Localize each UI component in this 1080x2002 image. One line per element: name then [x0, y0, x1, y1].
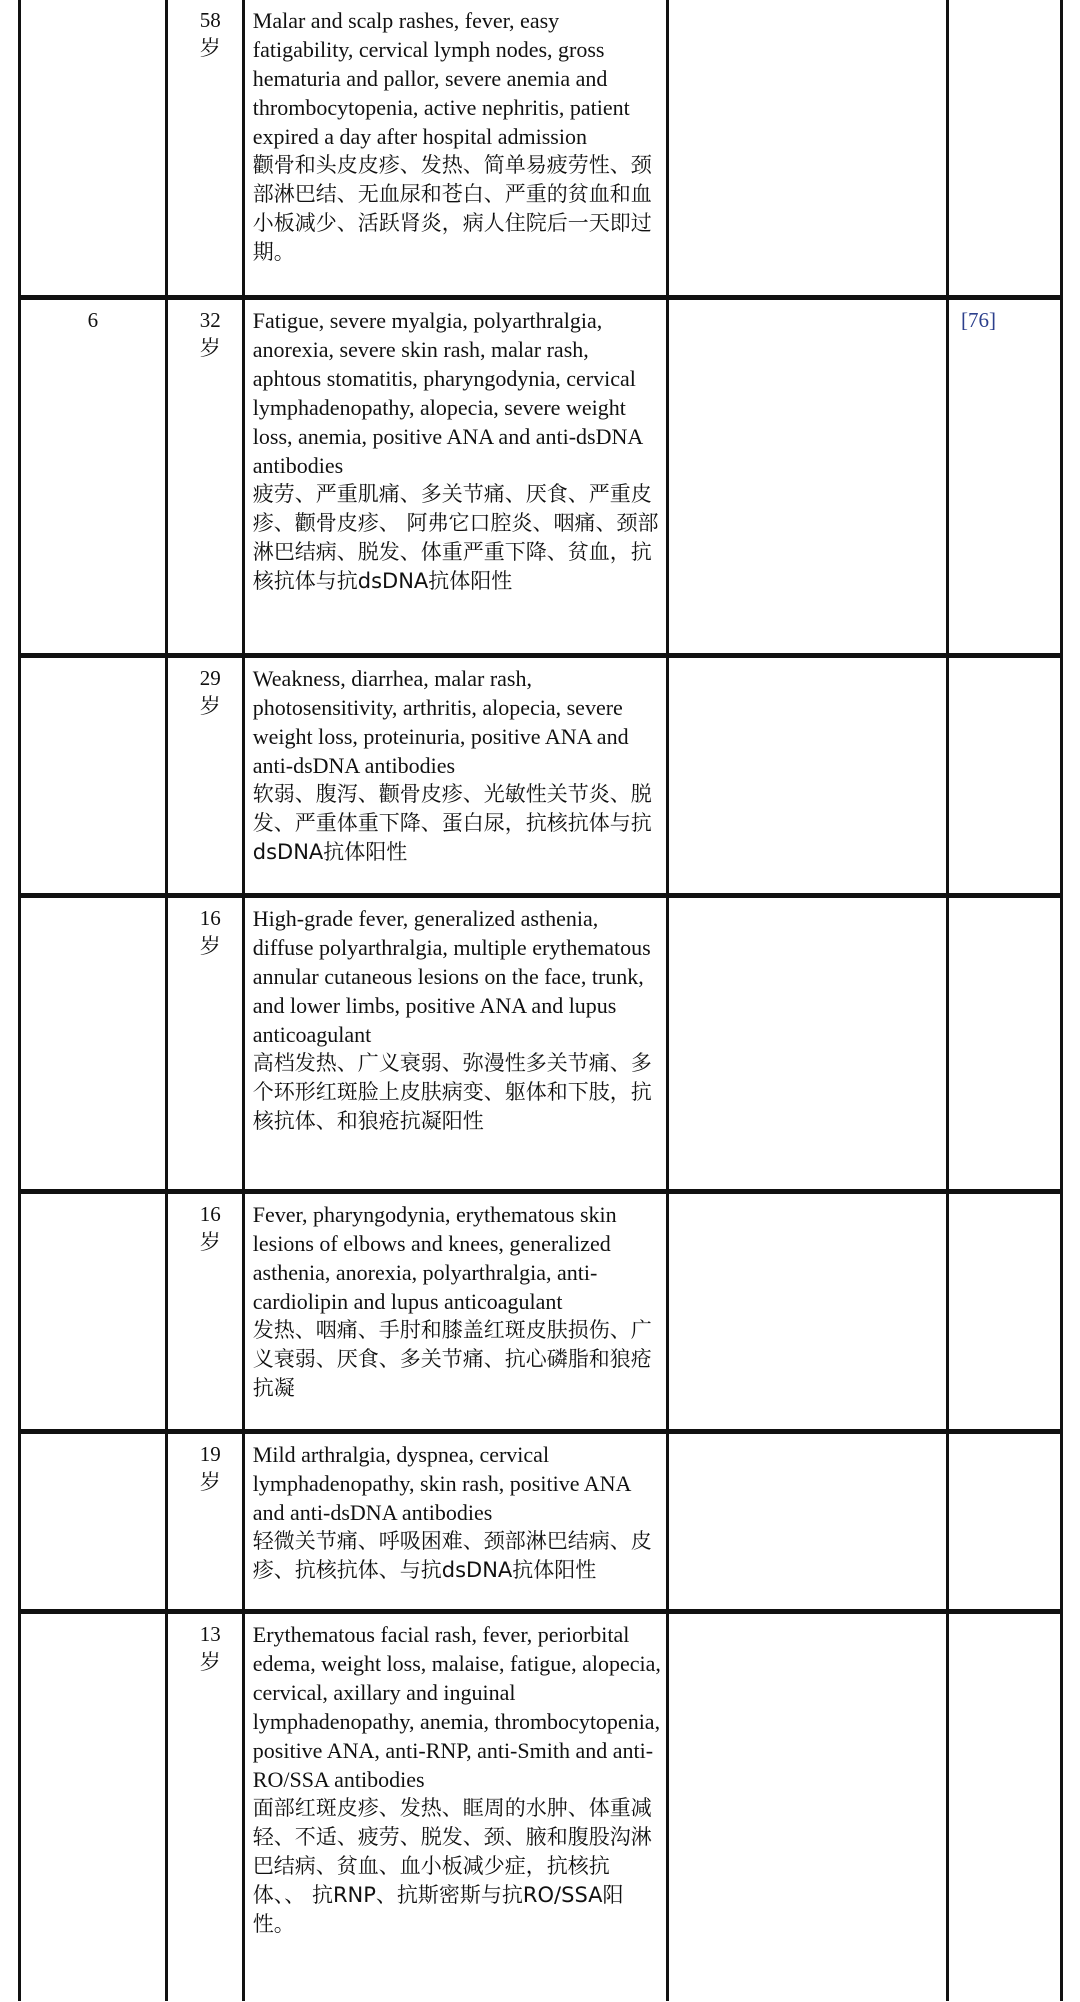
age-cell — [166, 1191, 243, 1431]
blank-cell — [667, 0, 947, 297]
reference-link[interactable] — [949, 658, 1060, 664]
reference-link[interactable]: [76] — [961, 307, 997, 332]
reference-link[interactable] — [949, 898, 1060, 904]
symptoms-english: Malar and scalp rashes, fever, easy fatigability, cervical lymph nodes, gross hematuria and pallor, severe anemia and thrombocytopenia, active nephritis, patient expired a day after hospital admission — [252, 8, 630, 149]
age-cell — [166, 655, 243, 895]
symptoms-cell — [243, 1611, 667, 2001]
table-row — [20, 895, 1062, 1191]
table-row — [20, 1611, 1062, 2001]
case-id-cell — [20, 1431, 167, 1611]
age-unit: 岁 — [199, 1469, 221, 1494]
symptoms-chinese: 颧骨和头皮皮疹、发热、简单易疲劳性、颈部淋巴结、无血尿和苍白、严重的贫血和血小板减少、活跃肾炎，病人住院后一天即过期。 — [252, 153, 652, 264]
case-id — [21, 0, 165, 6]
case-id-cell — [20, 1191, 167, 1431]
case-id: 6 — [87, 307, 99, 332]
symptoms-cell — [243, 655, 667, 895]
age-value: 32 — [199, 307, 221, 332]
symptoms-english: Weakness, diarrhea, malar rash, photosensitivity, arthritis, alopecia, severe weight loss, proteinuria, positive ANA and anti-dsDNA antibodies — [252, 665, 629, 778]
age-unit: 岁 — [199, 1229, 221, 1254]
blank-cell — [667, 1191, 947, 1431]
symptoms-chinese: 高档发热、广义衰弱、弥漫性多关节痛、多个环形红斑脸上皮肤病变、躯体和下肢，抗核抗体、和狼疮抗凝阳性 — [252, 1050, 652, 1133]
case-table — [18, 0, 1063, 2001]
case-id — [21, 658, 165, 664]
symptoms-english: Erythematous facial rash, fever, periorbital edema, weight loss, malaise, fatigue, alopecia, cervical, axillary and inguinal lymphadenopathy, anemia, thrombocytopenia, positive ANA, anti-RNP, anti-Smith and anti-RO/SSA antibodies — [252, 1621, 661, 1792]
age-unit: 岁 — [199, 36, 221, 60]
symptoms-english: Fatigue, severe myalgia, polyarthralgia, anorexia, severe skin rash, malar rash, aphtous stomatitis, pharyngodynia, cervical lymphadenopathy, alopecia, severe weight loss, anemia, positive ANA and anti-dsDNA antibodies — [252, 307, 643, 478]
table-row — [20, 655, 1062, 895]
reference-cell — [948, 0, 1062, 297]
age-cell — [166, 297, 243, 655]
symptoms-chinese: 发热、咽痛、手肘和膝盖红斑皮肤损伤、广义衰弱、厌食、多关节痛、抗心磷脂和狼疮抗凝 — [252, 1317, 652, 1400]
symptoms-chinese: 轻微关节痛、呼吸困难、颈部淋巴结病、皮疹、抗核抗体、与抗dsDNA抗体阳性 — [252, 1528, 652, 1582]
age-cell — [166, 1611, 243, 2001]
symptoms-cell — [243, 0, 667, 297]
reference-cell — [948, 297, 1062, 655]
age-value: 13 — [199, 1621, 221, 1646]
reference-link[interactable] — [949, 1614, 1060, 1620]
age-value: 29 — [199, 665, 221, 690]
age-value: 58 — [199, 8, 221, 32]
case-id-cell — [20, 895, 167, 1191]
case-id-cell — [20, 297, 167, 655]
age-value: 16 — [199, 1201, 221, 1226]
reference-link[interactable] — [949, 1434, 1060, 1440]
case-id — [21, 898, 165, 904]
age-value: 16 — [199, 905, 221, 930]
age-unit: 岁 — [199, 933, 221, 958]
blank-cell — [667, 1431, 947, 1611]
age-unit: 岁 — [199, 693, 221, 718]
symptoms-cell — [243, 895, 667, 1191]
symptoms-chinese: 面部红斑皮疹、发热、眶周的水肿、体重减轻、不适、疲劳、脱发、颈、腋和腹股沟淋巴结病、贫血、血小板减少症，抗核抗体、、 抗RNP、抗斯密斯与抗RO/SSA阳性。 — [252, 1795, 652, 1936]
reference-link[interactable] — [949, 1194, 1060, 1200]
table-row — [20, 297, 1062, 655]
blank-cell — [667, 1611, 947, 2001]
case-id-cell — [20, 0, 167, 297]
age-cell — [166, 0, 243, 297]
symptoms-cell — [243, 297, 667, 655]
case-id — [21, 1614, 165, 1620]
reference-cell — [948, 1611, 1062, 2001]
blank-cell — [667, 655, 947, 895]
age-unit: 岁 — [199, 1649, 221, 1674]
symptoms-cell — [243, 1431, 667, 1611]
symptoms-english: Mild arthralgia, dyspnea, cervical lymphadenopathy, skin rash, positive ANA and anti-dsDNA antibodies — [252, 1441, 631, 1525]
table-row — [20, 0, 1062, 297]
blank-cell — [667, 895, 947, 1191]
reference-cell — [948, 1431, 1062, 1611]
age-cell — [166, 1431, 243, 1611]
symptoms-english: High-grade fever, generalized asthenia, diffuse polyarthralgia, multiple erythematous annular cutaneous lesions on the face, trunk, and lower limbs, positive ANA and lupus anticoagulant — [252, 905, 651, 1047]
symptoms-cell — [243, 1191, 667, 1431]
symptoms-english: Fever, pharyngodynia, erythematous skin lesions of elbows and knees, generalized asthenia, anorexia, polyarthralgia, anti-cardiolipin and lupus anticoagulant — [252, 1201, 617, 1314]
blank-cell — [667, 297, 947, 655]
age-value: 19 — [199, 1441, 221, 1466]
table-row — [20, 1431, 1062, 1611]
case-id — [21, 1194, 165, 1200]
reference-cell — [948, 1191, 1062, 1431]
case-id-cell — [20, 655, 167, 895]
case-id-cell — [20, 1611, 167, 2001]
age-unit: 岁 — [199, 335, 221, 360]
table-row — [20, 1191, 1062, 1431]
symptoms-chinese: 软弱、腹泻、颧骨皮疹、光敏性关节炎、脱发、严重体重下降、蛋白尿，抗核抗体与抗dsDNA抗体阳性 — [252, 781, 652, 864]
symptoms-chinese: 疲劳、严重肌痛、多关节痛、厌食、严重皮疹、颧骨皮疹、 阿弗它口腔炎、咽痛、颈部淋巴结病、脱发、体重严重下降、贫血，抗核抗体与抗dsDNA抗体阳性 — [252, 481, 659, 593]
reference-link[interactable] — [949, 0, 1060, 6]
reference-cell — [948, 655, 1062, 895]
reference-cell — [948, 895, 1062, 1191]
case-id — [21, 1434, 165, 1440]
age-cell — [166, 895, 243, 1191]
